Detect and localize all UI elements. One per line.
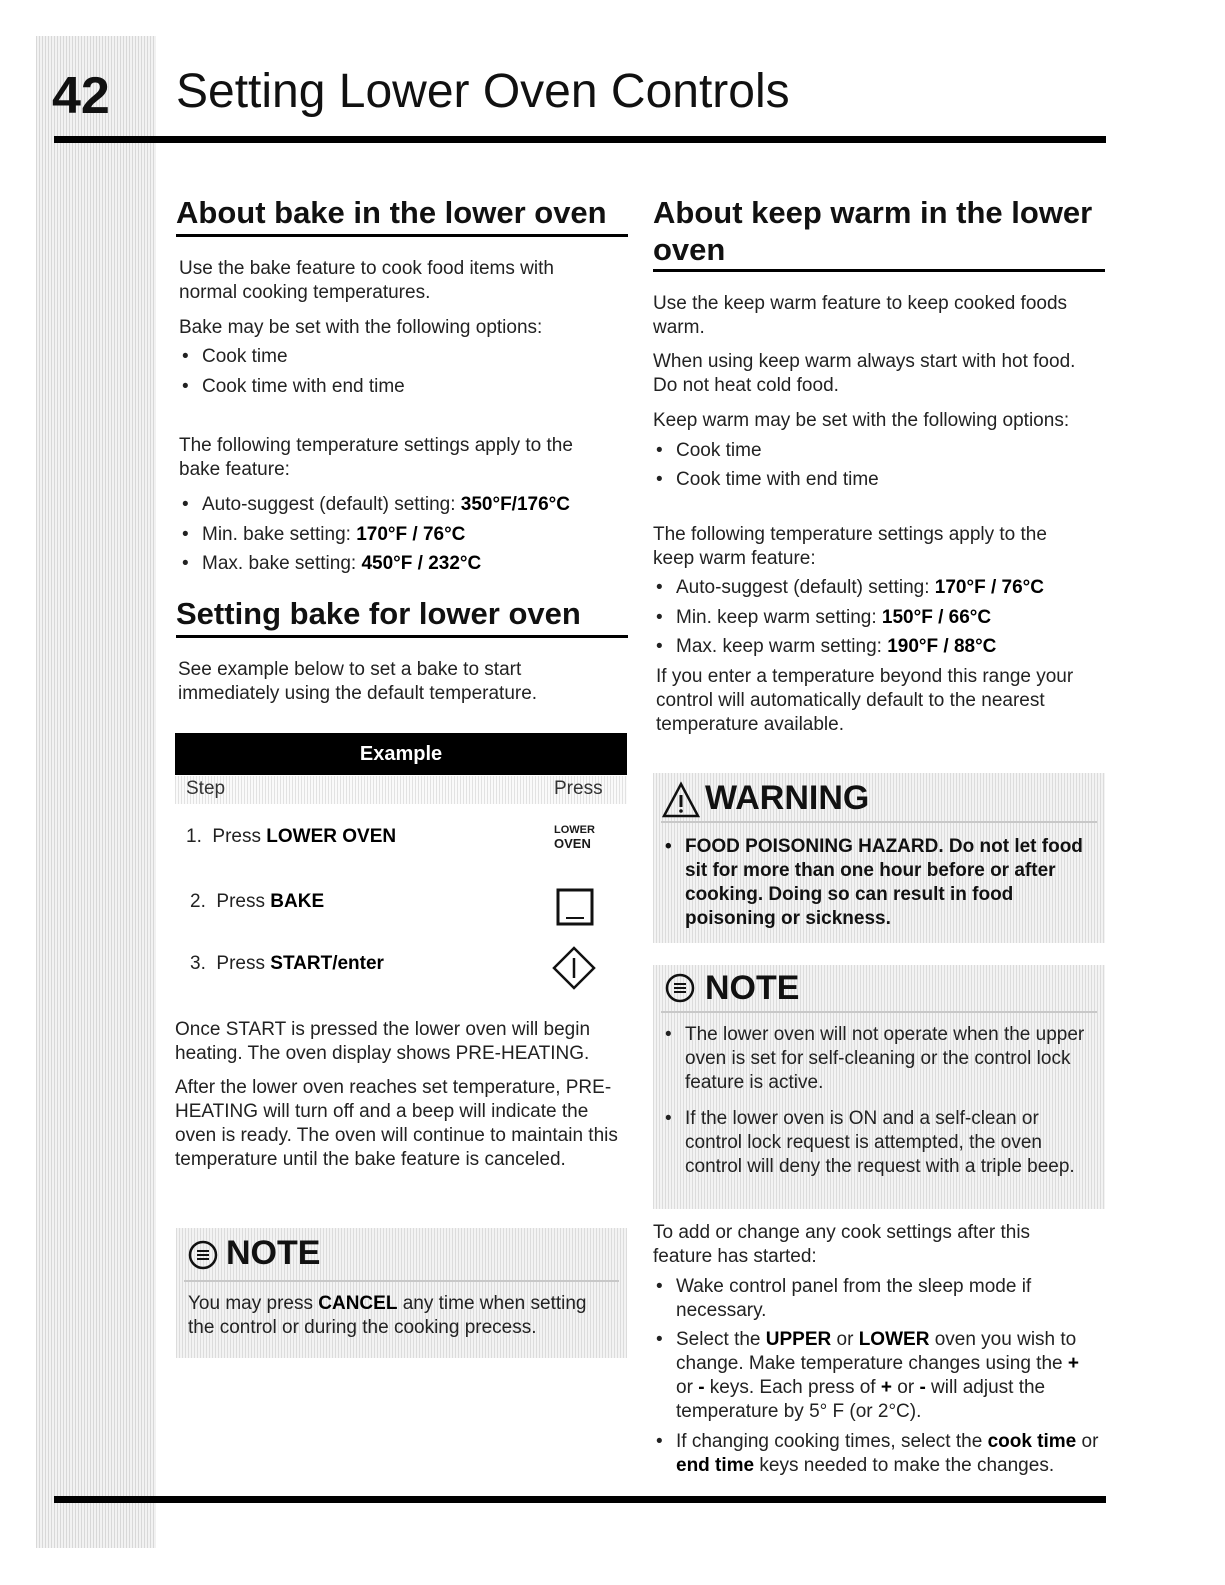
note-icon <box>188 1240 218 1270</box>
bake-intro: Use the bake feature to cook food items with normal cooking temperatures. <box>179 258 554 303</box>
bake-options-intro: Bake may be set with the following options: <box>179 317 543 338</box>
example-step: 2. Press BAKE <box>190 891 325 912</box>
warm-heading-line1: About keep warm in the lower <box>653 195 1093 230</box>
note-title: NOTE <box>705 969 800 1007</box>
bake-temp-item: • Min. bake setting: 170°F / 76°C <box>178 523 465 547</box>
warm-hot-text: When using keep warm always start with hot food. Do not heat cold food. <box>653 351 1076 396</box>
warm-temp-intro: The following temperature settings apply to the keep warm feature: <box>653 524 1047 569</box>
note-item: • The lower oven will not operate when the upper oven is set for self-cleaning or the control lock feature is active. <box>661 1023 1095 1095</box>
bake-temp-item: • Max. bake setting: 450°F / 232°C <box>178 552 481 576</box>
warm-temp-item: • Max. keep warm setting: 190°F / 88°C <box>652 635 996 659</box>
note-box-right <box>653 965 1105 1209</box>
footer-rule <box>54 1496 1106 1503</box>
bake-heading: About bake in the lower oven <box>176 195 607 230</box>
after-reach-text: After the lower oven reaches set temperature, PRE-HEATING will turn off and a beep will indicate the oven is ready. The oven will continue to maintain this temperature until the bake feature is canceled. <box>175 1077 618 1170</box>
example-header: Example <box>175 733 627 775</box>
warning-divider <box>661 821 1097 823</box>
bake-temp-intro: The following temperature settings apply to the bake feature: <box>179 435 573 480</box>
note-divider <box>184 1280 619 1282</box>
change-item: • Wake control panel from the sleep mode if necessary. <box>652 1275 1096 1323</box>
setting-bake-rule <box>176 635 628 638</box>
page-edge-stripe <box>36 36 156 1548</box>
col-press: Press <box>554 778 603 799</box>
note-text: You may press CANCEL any time when setting the control or during the cooking precess. <box>188 1293 587 1338</box>
start-key-icon <box>551 945 597 991</box>
warning-text: • FOOD POISONING HAZARD. Do not let food sit for more than one hour before or after cooking. Doing so can result in food poisoning or sickness. <box>661 835 1095 931</box>
warm-temp-item: • Min. keep warm setting: 150°F / 66°C <box>652 606 991 630</box>
bake-temp-item: • Auto-suggest (default) setting: 350°F/176°C <box>178 493 570 517</box>
note-icon <box>665 973 695 1003</box>
warm-heading-rule <box>653 269 1105 272</box>
change-intro: To add or change any cook settings after this feature has started: <box>653 1222 1031 1267</box>
warning-box <box>653 773 1105 943</box>
warm-intro: Use the keep warm feature to keep cooked foods warm. <box>653 293 1068 338</box>
col-step: Step <box>186 778 226 799</box>
warning-icon <box>661 781 701 819</box>
bake-option-item: • Cook time with end time <box>178 375 405 399</box>
warm-temp-item: • Auto-suggest (default) setting: 170°F / 76°C <box>652 576 1044 600</box>
example-step: 1. Press LOWER OVEN <box>186 826 397 847</box>
change-item: • Select the UPPER or LOWER oven you wish to change. Make temperature changes using the + or - keys. Each press of + or - will adjust the temperature by 5° F (or 2°C). <box>652 1328 1096 1424</box>
page-number: 42 <box>52 67 110 125</box>
note-box <box>176 1228 627 1358</box>
warm-option-item: • Cook time with end time <box>652 468 879 492</box>
example-columns <box>175 776 627 804</box>
note-divider <box>661 1011 1097 1013</box>
setting-intro: See example below to set a bake to start immediately using the default temperature. <box>178 659 538 704</box>
warning-title: WARNING <box>705 779 870 817</box>
bake-heading-rule <box>176 234 628 237</box>
warm-heading-line2: oven <box>653 232 726 267</box>
note-item: • If the lower oven is ON and a self-clean or control lock request is attempted, the oven control will deny the request with a triple beep. <box>661 1107 1095 1179</box>
example-step: 3. Press START/enter <box>190 953 384 974</box>
setting-bake-heading: Setting bake for lower oven <box>176 596 581 631</box>
lower-oven-key: LOWER OVEN <box>554 824 595 851</box>
change-item: • If changing cooking times, select the cook time or end time keys needed to make the changes. <box>652 1430 1106 1478</box>
bake-key-icon <box>556 888 594 926</box>
warm-option-item: • Cook time <box>652 439 762 463</box>
range-note: If you enter a temperature beyond this range your control will automatically default to the nearest temperature available. <box>656 666 1074 735</box>
note-title: NOTE <box>226 1234 321 1272</box>
after-start-text: Once START is pressed the lower oven will begin heating. The oven display shows PRE-HEATING. <box>175 1019 591 1064</box>
bake-option-item: • Cook time <box>178 345 288 369</box>
warm-options-intro: Keep warm may be set with the following options: <box>653 410 1070 431</box>
header-rule <box>54 136 1106 143</box>
page-title: Setting Lower Oven Controls <box>176 65 790 118</box>
